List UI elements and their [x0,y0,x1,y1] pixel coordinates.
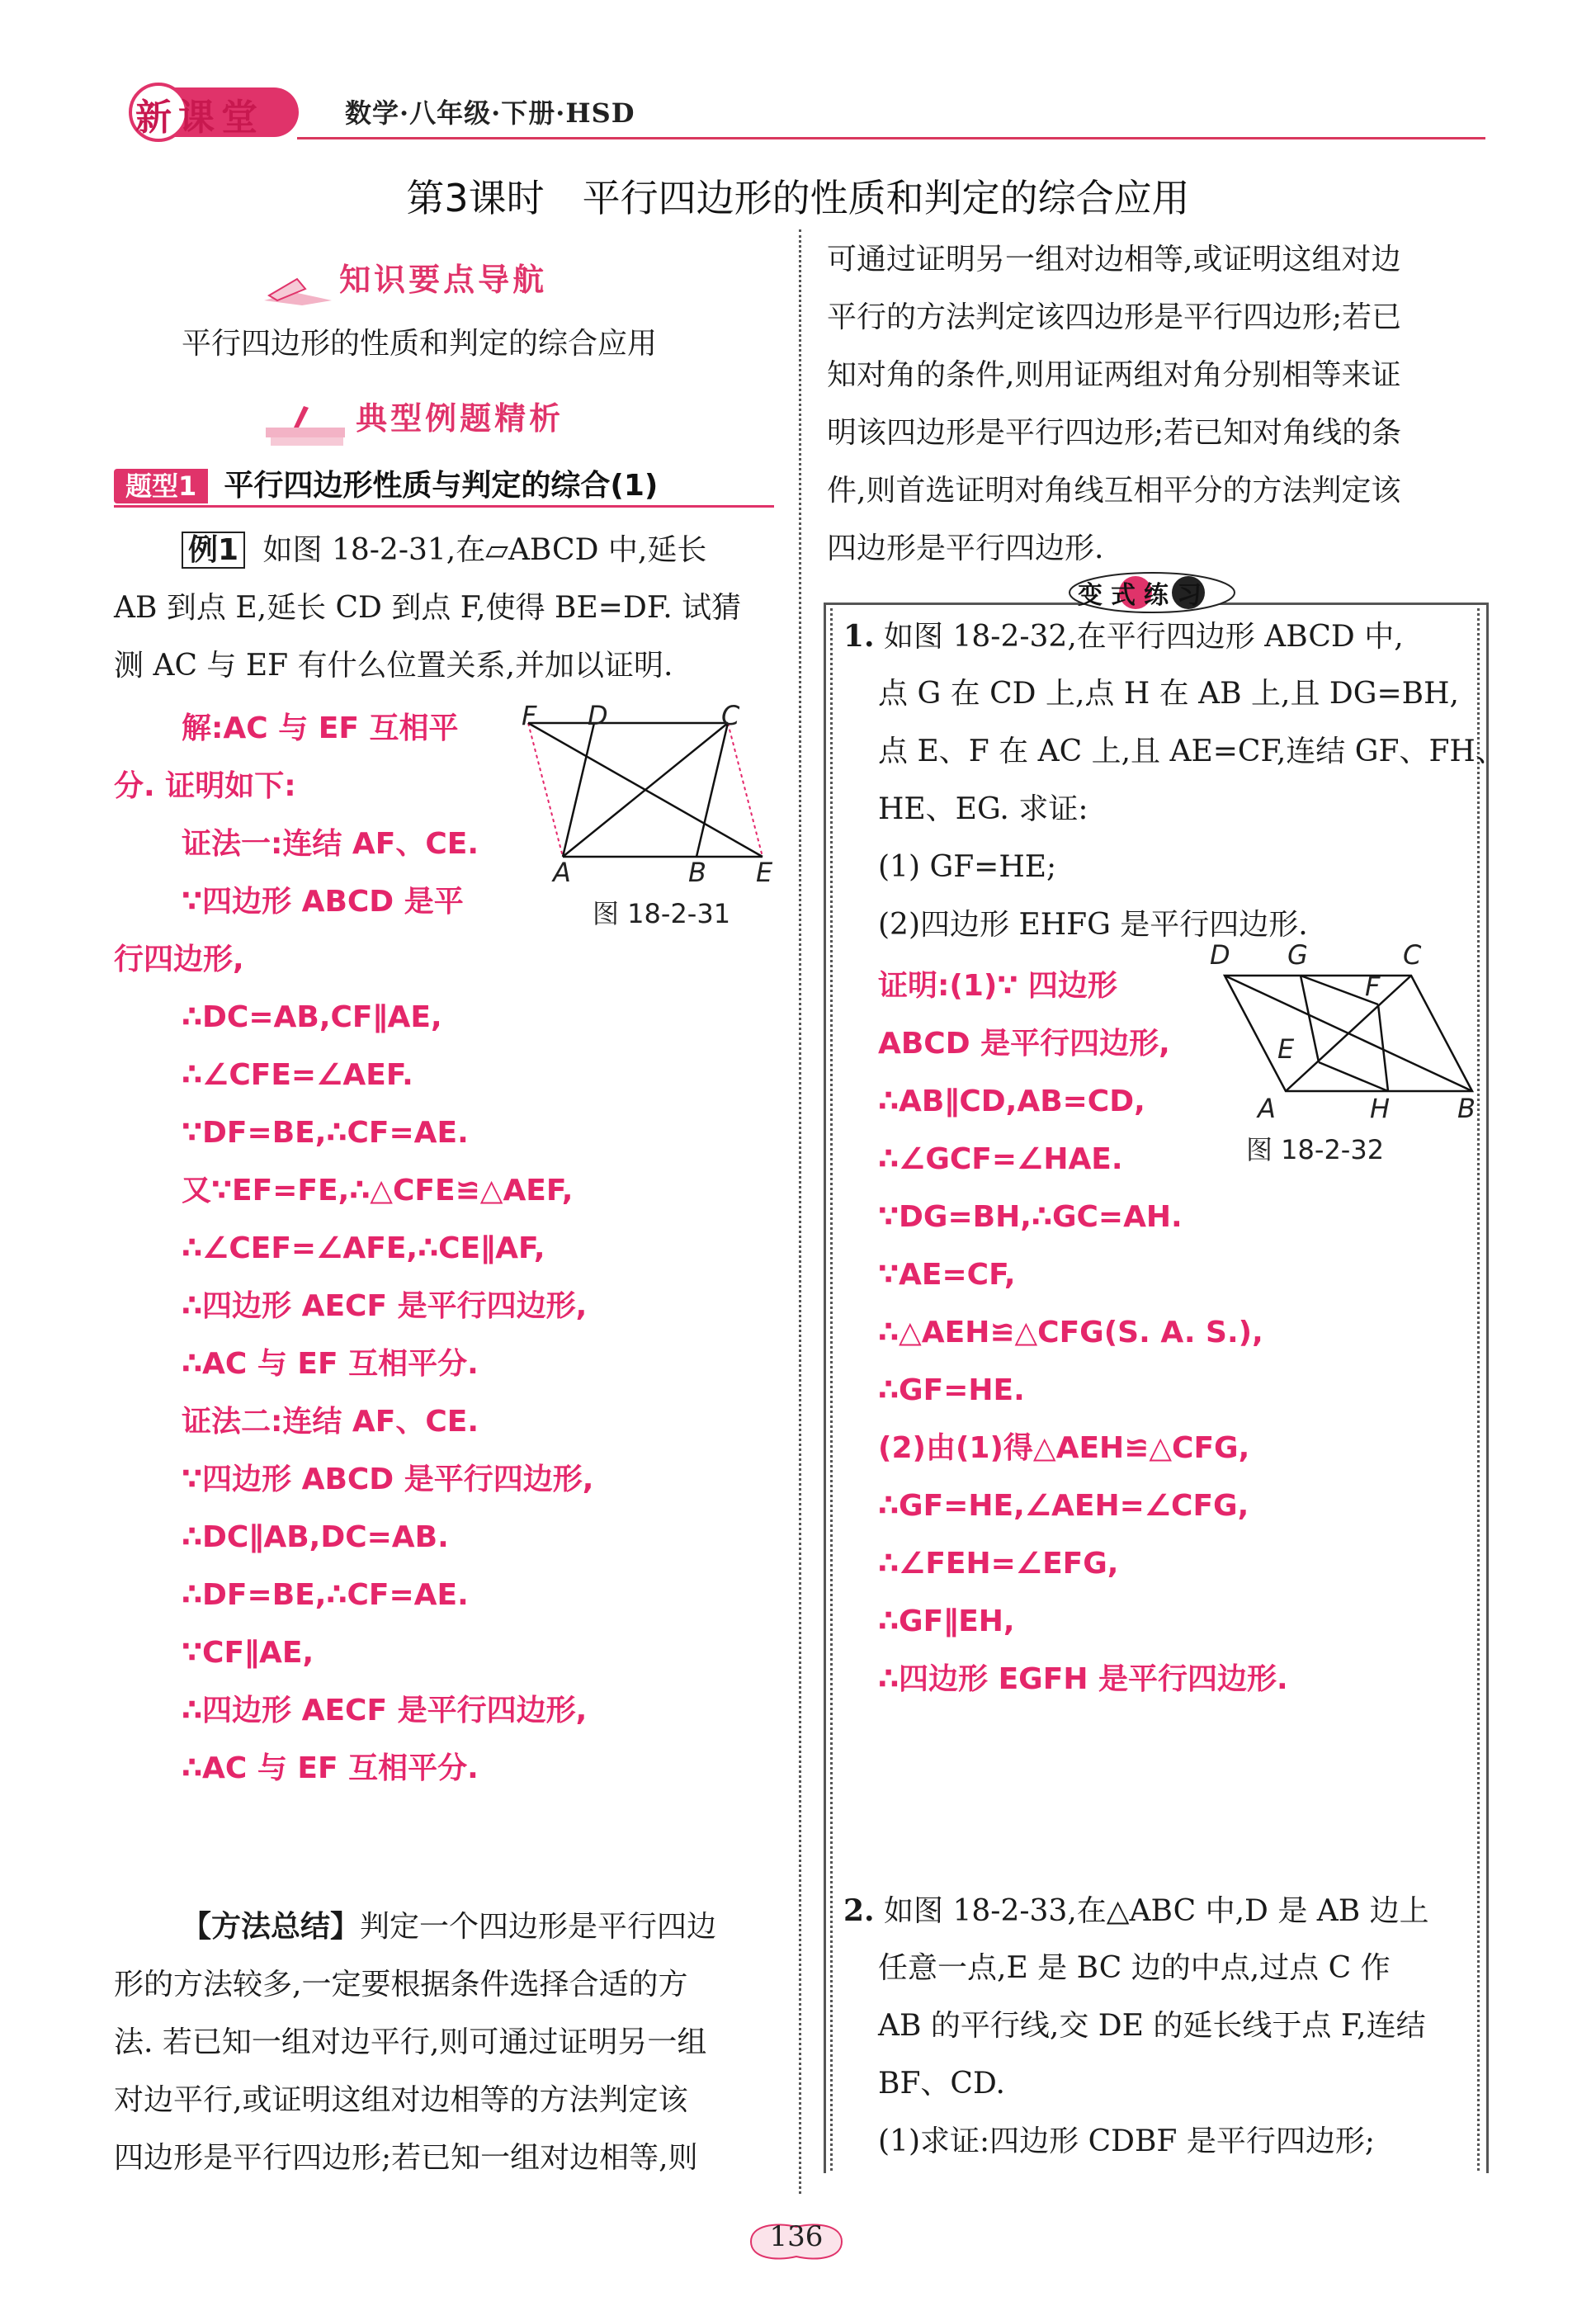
q1-answer-line: ∴∠GCF=∠HAE. [878,1142,1123,1176]
fig-label: D [1210,939,1230,971]
q1-answer-line: ∴GF=HE,∠AEH=∠CFG, [878,1489,1249,1523]
method-cont-line: 知对角的条件,则用证两组对角分别相等来证 [827,358,1401,392]
type-title: 平行四边形性质与判定的综合(1) [224,469,659,503]
knowledge-heading: 知识要点导航 [261,254,547,307]
q1-answer-line: ∴△AEH≌△CFG(S. A. S.), [878,1316,1263,1349]
frame-dots-left [830,603,833,2171]
method-cont-line: 可通过证明另一组对边相等,或证明这组对边 [827,243,1401,276]
solution-line: 解:AC 与 EF 互相平 [182,711,459,745]
fig-label: F [522,700,537,731]
solution-line: ∴四边形 AECF 是平行四边形, [182,1694,588,1727]
column-divider [799,229,801,2194]
example1-line-1: 例1 如图 18-2-31,在▱ABCD 中,延长 [182,522,706,579]
q2-line: AB 的平行线,交 DE 的延长线于点 F,连结 [878,2009,1426,2043]
knowledge-text: 平行四边形的性质和判定的综合应用 [182,327,658,361]
solution-line: 行四边形, [114,943,244,976]
example1-line-3: 测 AC 与 EF 有什么位置关系,并加以证明. [114,649,673,683]
q2-line: 任意一点,E 是 BC 边的中点,过点 C 作 [878,1951,1391,1985]
figure-caption: 图 18-2-32 [1246,1134,1385,1165]
q1-answer-line: ∵AE=CF, [878,1258,1016,1292]
q1-line: 点 E、F 在 AC 上,且 AE=CF,连结 GF、FH、 [878,735,1505,768]
figure-caption: 图 18-2-31 [593,898,731,929]
solution-line: ∴DC∥AB,DC=AB. [182,1520,449,1554]
fig-label: F [1365,971,1381,1002]
logo-text: 新课堂 [135,97,264,139]
fig-label: B [1457,1093,1476,1124]
solution-line: ∴AC 与 EF 互相平分. [182,1347,479,1381]
fig-label: C [1403,939,1422,971]
example-label: 例1 [182,532,245,569]
method-cont-line: 明该四边形是平行四边形;若已知对角线的条 [827,416,1402,450]
fig-label: B [688,857,706,888]
solution-line: ∴DF=BE,∴CF=AE. [182,1578,469,1612]
q1-number: 1. [843,619,875,654]
q1-answer-line: ∵DG=BH,∴GC=AH. [878,1200,1183,1234]
fig-label: G [1287,939,1308,971]
solution-line: ∵四边形 ABCD 是平行四边形, [182,1463,594,1496]
q2-line: (1)求证:四边形 CDBF 是平行四边形; [878,2124,1375,2158]
header-rule [297,137,1485,139]
frame-dots-right [1477,603,1480,2171]
q1-answer-line: (2)由(1)得△AEH≌△CFG, [878,1431,1250,1465]
solution-line: ∴四边形 AECF 是平行四边形, [182,1289,588,1323]
fig-label: A [1258,1093,1276,1124]
solution-line: 证法一:连结 AF、CE. [182,827,479,861]
q1-line: (2)四边形 EHFG 是平行四边形. [878,908,1308,942]
page-number: 136 [769,2220,824,2253]
fig-label: H [1370,1093,1391,1124]
q2-line: BF、CD. [878,2067,1006,2101]
fig-label: E [1277,1033,1295,1065]
method-line: 四边形是平行四边形;若已知一组对边相等,则 [114,2141,698,2175]
fig-label: C [721,700,740,731]
lesson-title: 第3课时 平行四边形的性质和判定的综合应用 [406,176,1190,220]
solution-line: 又∵EF=FE,∴△CFE≌△AEF, [182,1174,574,1207]
solution-line: 分. 证明如下: [114,769,296,803]
q1-line-1: 1. 如图 18-2-32,在平行四边形 ABCD 中, [843,619,1404,654]
book-subject: 数学·八年级·下册·HSD [345,97,635,129]
q1-answer-line: ∴GF=HE. [878,1373,1025,1407]
q1-line: (1) GF=HE; [878,850,1057,884]
solution-line: ∴∠CEF=∠AFE,∴CE∥AF, [182,1231,545,1265]
solution-line: ∵四边形 ABCD 是平 [182,885,464,919]
solution-line: ∵CF∥AE, [182,1636,314,1670]
method-cont-line: 件,则首选证明对角线互相平分的方法判定该 [827,474,1401,508]
q1-answer-line: ∴∠FEH=∠EFG, [878,1547,1119,1581]
method-line: 法. 若已知一组对边平行,则可通过证明另一组 [114,2025,707,2059]
q1-line: 点 G 在 CD 上,点 H 在 AB 上,且 DG=BH, [878,677,1459,711]
books-pencil-icon [261,403,352,449]
q1-answer-line: ∴四边形 EGFH 是平行四边形. [878,1662,1288,1696]
examples-heading: 典型例题精析 [261,393,564,449]
book-icon [261,267,335,307]
solution-line: 证法二:连结 AF、CE. [182,1405,479,1439]
practice-badge: 变式练习 [1078,581,1210,610]
solution-line: ∴∠CFE=∠AEF. [182,1058,413,1092]
fig-label: E [756,857,773,888]
method-line: 对边平行,或证明这组对边相等的方法判定该 [114,2083,688,2117]
q1-line: HE、EG. 求证: [878,792,1088,826]
method-cont-line: 平行的方法判定该四边形是平行四边形;若已 [827,300,1402,334]
figure-18-2-32 [1216,957,1480,1106]
fig-label: A [553,857,571,888]
q1-answer-line: ∴GF∥EH, [878,1604,1015,1638]
solution-line: ∵DF=BE,∴CF=AE. [182,1116,469,1150]
type-tag: 题型1 [114,469,208,503]
solution-line: ∴DC=AB,CF∥AE, [182,1000,442,1034]
q1-answer-line: ABCD 是平行四边形, [878,1027,1170,1061]
method-line-1: 【方法总结】判定一个四边形是平行四边 [182,1910,717,1944]
q2-number: 2. [843,1893,875,1928]
fig-label: D [588,700,608,731]
q1-answer-line: 证明:(1)∵ 四边形 [878,969,1117,1003]
q1-answer-line: ∴AB∥CD,AB=CD, [878,1085,1145,1118]
q2-line-1: 2. 如图 18-2-33,在△ABC 中,D 是 AB 边上 [843,1893,1429,1928]
example1-line-2: AB 到点 E,延长 CD 到点 F,使得 BE=DF. 试猜 [114,591,742,625]
type1-title-row [114,462,658,504]
method-label: 【方法总结】 [182,1910,361,1944]
method-cont-line: 四边形是平行四边形. [827,532,1104,565]
method-line: 形的方法较多,一定要根据条件选择合适的方 [114,1968,688,2001]
type-underline [114,505,774,508]
solution-line: ∴AC 与 EF 互相平分. [182,1751,479,1785]
